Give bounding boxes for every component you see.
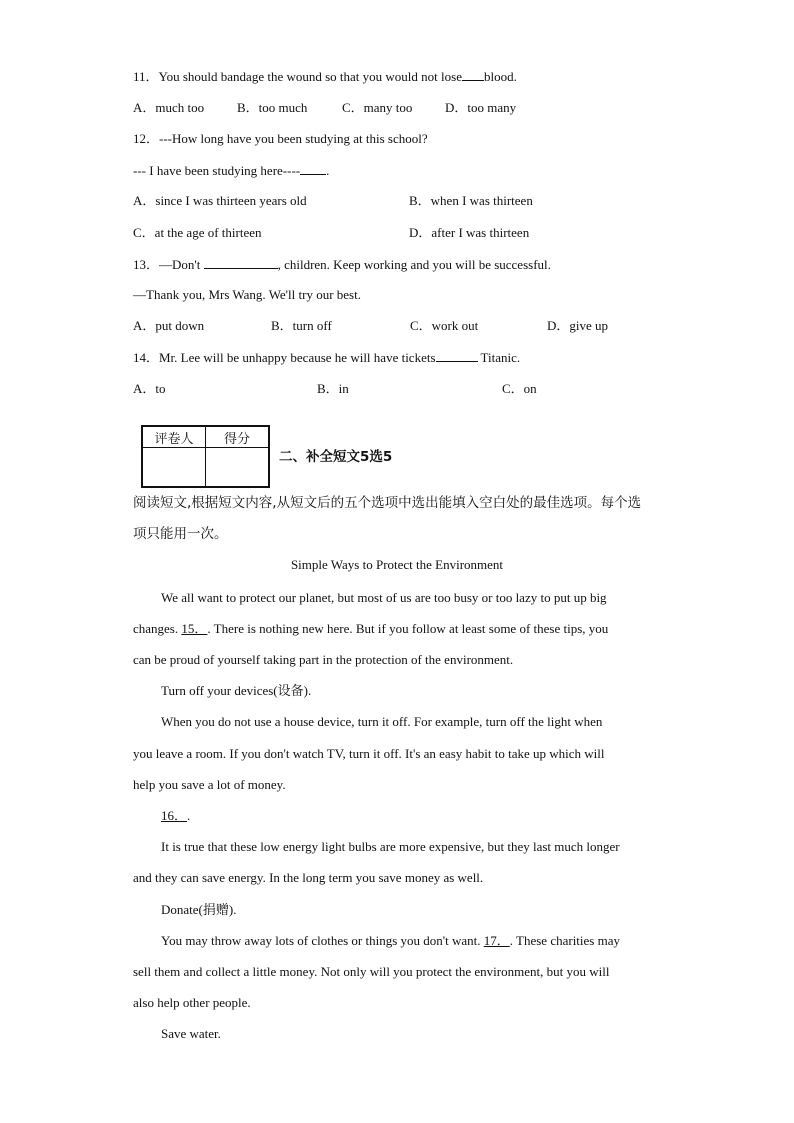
blank-15[interactable]: 15．: [181, 621, 208, 636]
q11-option-b: B．too much: [237, 100, 308, 115]
question-12-stem: 12．---How long have you been studying at this school?: [133, 131, 428, 146]
q12-option-b: B．when I was thirteen: [409, 193, 533, 208]
q11-option-d: D．too many: [445, 100, 517, 115]
answer-blank: [436, 349, 478, 362]
paragraph-line: It is true that these low energy light bulbs are more expensive, but they last much longer: [161, 839, 620, 854]
section-instruction-line-1: 阅读短文,根据短文内容,从短文后的五个选项中选出能填入空白处的最佳选项。每个选: [133, 495, 642, 511]
score-cell[interactable]: [206, 448, 270, 488]
paragraph-line: can be proud of yourself taking part in the protection of the environment.: [133, 652, 514, 667]
answer-blank: [204, 256, 278, 269]
subheading-devices: Turn off your devices(设备).: [161, 683, 312, 698]
q11-option-a: A．much too: [133, 100, 205, 115]
q14-option-b: B．in: [317, 381, 349, 396]
question-12-reply: --- I have been studying here---- .: [133, 163, 330, 178]
q12-option-d: D．after I was thirteen: [409, 225, 530, 240]
q13-option-b: B．turn off: [271, 318, 332, 333]
question-13-stem: 13．—Don't , children. Keep working and you will be successful.: [133, 257, 551, 272]
q12-option-c: C．at the age of thirteen: [133, 225, 262, 240]
answer-blank: [462, 68, 484, 81]
grader-label: 评卷人: [142, 426, 206, 448]
passage-title: Simple Ways to Protect the Environment: [290, 557, 504, 572]
q14-option-a: A．to: [133, 381, 166, 396]
paragraph-line: changes. 15．. There is nothing new here. But if you follow at least some of these tips, you: [133, 621, 609, 636]
q12-option-a: A．since I was thirteen years old: [133, 193, 307, 208]
blank-17[interactable]: 17．: [483, 933, 510, 948]
paragraph-line: You may throw away lots of clothes or things you don't want. 17．. These charities may: [161, 933, 620, 948]
question-14-stem: 14．Mr. Lee will be unhappy because he will have tickets Titanic.: [133, 350, 521, 365]
subheading-save-water: Save water.: [161, 1026, 221, 1041]
paragraph-line: and they can save energy. In the long term you save money as well.: [133, 870, 484, 885]
grader-cell[interactable]: [142, 448, 206, 488]
question-13-reply: —Thank you, Mrs Wang. We'll try our best.: [133, 287, 361, 302]
answer-blank: [300, 162, 326, 175]
q13-option-c: C．work out: [410, 318, 479, 333]
score-box: [141, 425, 270, 488]
paragraph-line: When you do not use a house device, turn it off. For example, turn off the light when: [161, 714, 603, 729]
section-instruction-line-2: 项只能用一次。: [133, 526, 228, 542]
q11-option-c: C．many too: [342, 100, 413, 115]
paragraph-line: sell them and collect a little money. Not only will you protect the environment, but you will: [133, 964, 610, 979]
paragraph-line: help you save a lot of money.: [133, 777, 286, 792]
q13-option-a: A．put down: [133, 318, 205, 333]
q13-option-d: D．give up: [547, 318, 609, 333]
paragraph-line: you leave a room. If you don't watch TV, turn it off. It's an easy habit to take up which will: [133, 746, 605, 761]
q14-option-c: C．on: [502, 381, 537, 396]
subheading-donate: Donate(捐赠).: [161, 902, 237, 917]
blank-16-line: 16．.: [161, 808, 191, 823]
question-11-stem: 11．You should bandage the wound so that you would not lose blood.: [133, 69, 517, 84]
blank-16[interactable]: 16．: [161, 808, 188, 823]
paragraph-line: We all want to protect our planet, but most of us are too busy or too lazy to put up big: [161, 590, 607, 605]
score-label: 得分: [206, 426, 270, 448]
section-heading: 二、补全短文5选5: [279, 449, 393, 465]
paragraph-line: also help other people.: [133, 995, 251, 1010]
